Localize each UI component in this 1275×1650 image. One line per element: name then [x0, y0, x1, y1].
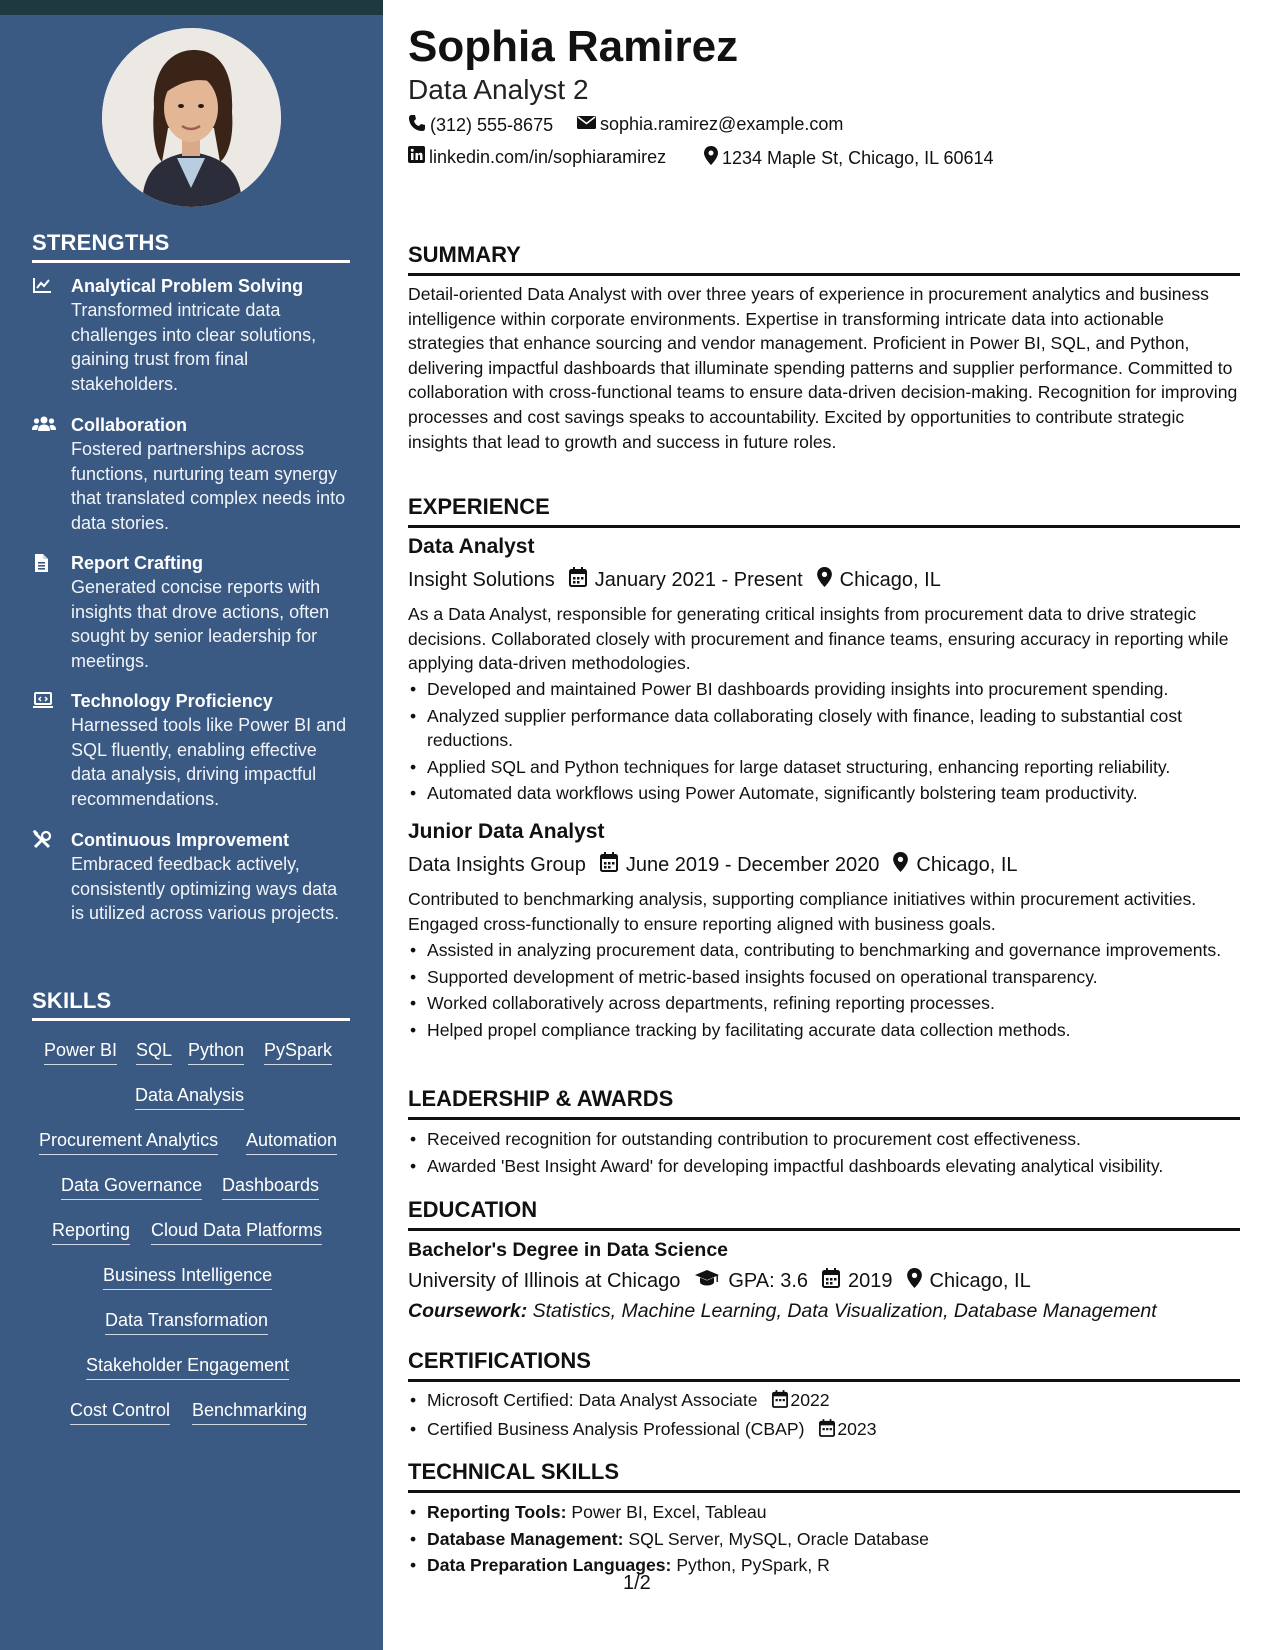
strength-title: Collaboration: [71, 415, 187, 435]
list-item: [408, 1553, 1240, 1578]
list-item: • Helped propel compliance tracking by facilitating accurate data collection methods.: [408, 1018, 1240, 1043]
calendar-icon: [819, 1419, 835, 1444]
skill-tag: Python: [188, 1040, 244, 1065]
list-item: [408, 1388, 1240, 1415]
map-marker-icon: [907, 1268, 930, 1294]
candidate-name: Sophia Ramirez: [408, 22, 739, 71]
skill-tag: SQL: [136, 1040, 172, 1065]
strength-desc: Harnessed tools like Power BI and SQL fluently, enabling effective data analysis, driving impactful recommendations.: [71, 715, 347, 809]
summary-text: Detail-oriented Data Analyst with over three years of experience in procurement analytics and business intelligence within corporate environments. Expertise in transforming intricate data into actionable strategies that enhance sourcing and vendor management. Proficient in Power BI, SQL, and Python, delivering impactful dashboards that illuminate spending patterns and supplier performance. Committed to collaboration with cross-functional teams to ensure data-driven decision-making. Recognition for improving processes and cost savings speaks to accountability. Excited by opportunities to contribute strategic insights that lead to growth and success in future roles.: [408, 284, 1238, 452]
job-dates: June 2019 - December 2020: [625, 853, 880, 876]
technical-skills-heading: TECHNICAL SKILLS: [408, 1459, 1240, 1493]
job-title: Data Analyst 2: [408, 74, 589, 105]
list-item: • Awarded 'Best Insight Award' for developing impactful dashboards elevating analytical visibility.: [408, 1154, 1240, 1179]
list-item: • Supported development of metric-based insights focused on operational transparency.: [408, 965, 1240, 990]
education-meta: [408, 1268, 1031, 1294]
skill-category: Database Management:: [427, 1528, 624, 1549]
strength-title: Analytical Problem Solving: [71, 276, 304, 296]
strength-title: Continuous Improvement: [71, 830, 290, 850]
strength-desc: Generated concise reports with insights that drove actions, often sought by senior leadership for meetings.: [71, 577, 330, 671]
strength-desc: Fostered partnerships across functions, nurturing team synergy that translated complex needs into data stories.: [71, 439, 346, 533]
cert-name: Certified Business Analysis Professional (CBAP): [427, 1418, 805, 1439]
email-contact[interactable]: [577, 114, 843, 135]
graduation-year: 2019: [848, 1269, 893, 1292]
job-location: Chicago, IL: [916, 853, 1018, 876]
skill-tag: Data Analysis: [135, 1085, 244, 1110]
skill-tag: Cloud Data Platforms: [151, 1220, 322, 1245]
cert-year: 2022: [790, 1390, 830, 1410]
sidebar-top-strip: [0, 0, 383, 15]
calendar-icon: [600, 852, 626, 878]
leadership-list: [408, 1127, 1240, 1180]
job-dates: January 2021 - Present: [594, 568, 803, 591]
skill-values: Power BI, Excel, Tableau: [571, 1502, 767, 1522]
chart-line-icon: [32, 276, 54, 296]
file-text-icon: [32, 553, 54, 573]
sidebar: [0, 0, 383, 1650]
users-icon: [32, 415, 54, 435]
list-item: • Assisted in analyzing procurement data, contributing to benchmarking and governance improvements.: [408, 938, 1240, 963]
address-contact: [704, 146, 994, 170]
job-1-bullets: [408, 677, 1240, 808]
list-item: • Received recognition for outstanding contribution to procurement cost effectiveness.: [408, 1127, 1240, 1152]
tools-icon: [32, 830, 54, 850]
school-name: University of Illinois at Chicago: [408, 1269, 681, 1292]
address-text: 1234 Maple St, Chicago, IL 60614: [722, 147, 994, 168]
strength-item: [32, 274, 352, 396]
list-item: [408, 1500, 1240, 1525]
strength-desc: Embraced feedback actively, consistently optimizing ways data is utilized across various projects.: [71, 854, 340, 923]
list-item: • Developed and maintained Power BI dashboards providing insights into procurement spending.: [408, 677, 1240, 702]
summary-heading: SUMMARY: [408, 242, 1240, 276]
strength-desc: Transformed intricate data challenges into clear solutions, gaining trust from final stakeholders.: [71, 300, 317, 394]
list-item: • Applied SQL and Python techniques for large dataset structuring, enhancing reporting reliability.: [408, 755, 1240, 780]
map-marker-icon: [704, 146, 718, 170]
experience-heading: EXPERIENCE: [408, 494, 1240, 528]
skill-tag: Stakeholder Engagement: [86, 1355, 289, 1380]
graduation-cap-icon: [694, 1269, 728, 1293]
coursework-list: Statistics, Machine Learning, Data Visualization, Database Management: [532, 1300, 1157, 1322]
skill-values: SQL Server, MySQL, Oracle Database: [628, 1528, 929, 1549]
calendar-icon: [772, 1390, 788, 1415]
coursework-label: Coursework:: [408, 1300, 528, 1322]
skills-heading: SKILLS: [32, 988, 350, 1021]
list-item: • Automated data workflows using Power Automate, significantly bolstering team productivity.: [408, 781, 1240, 806]
degree-title: Bachelor's Degree in Data Science: [408, 1239, 729, 1261]
company-name: Insight Solutions: [408, 568, 555, 591]
calendar-icon: [569, 567, 595, 593]
calendar-icon: [822, 1268, 848, 1294]
list-item: [408, 1417, 1240, 1444]
cert-name: Microsoft Certified: Data Analyst Associate: [427, 1390, 758, 1410]
certifications-list: [408, 1388, 1240, 1445]
job-location: Chicago, IL: [839, 568, 941, 591]
skill-category: Reporting Tools:: [427, 1502, 567, 1522]
skill-tag: Dashboards: [222, 1175, 319, 1200]
job-2-meta: [408, 852, 1018, 878]
linkedin-contact[interactable]: [408, 146, 666, 168]
linkedin-text[interactable]: linkedin.com/in/sophiaramirez: [429, 146, 667, 167]
skill-tag: Benchmarking: [192, 1400, 307, 1425]
skill-values: Python, PySpark, R: [676, 1555, 830, 1576]
strengths-heading: STRENGTHS: [32, 230, 350, 263]
gpa: GPA: 3.6: [728, 1269, 809, 1292]
skill-tag: PySpark: [264, 1040, 332, 1065]
profile-photo: [102, 28, 281, 207]
job-2-summary: Contributed to benchmarking analysis, supporting compliance initiatives within procurement activities. Engaged cross-functionally to ensure reporting aligned with business goals.: [408, 889, 1197, 934]
linkedin-icon: [408, 146, 425, 168]
phone-contact: [408, 114, 553, 137]
coursework: [408, 1300, 1157, 1323]
skill-tag: Business Intelligence: [103, 1265, 272, 1290]
company-name: Data Insights Group: [408, 853, 586, 876]
email-text[interactable]: sophia.ramirez@example.com: [600, 114, 844, 134]
skill-tag: Data Governance: [61, 1175, 202, 1200]
job-1-title: Data Analyst: [408, 535, 535, 558]
job-1-meta: [408, 567, 941, 593]
leadership-heading: LEADERSHIP & AWARDS: [408, 1086, 1240, 1120]
strength-item: [32, 551, 352, 673]
skill-tag: Reporting: [52, 1220, 130, 1245]
skill-tag: Data Transformation: [105, 1310, 268, 1335]
skill-tag: Automation: [246, 1130, 337, 1155]
list-item: • Worked collaboratively across departments, refining reporting processes.: [408, 991, 1240, 1016]
strength-item: [32, 689, 352, 811]
strength-title: Report Crafting: [71, 553, 203, 573]
cert-year: 2023: [837, 1418, 877, 1439]
skill-tag: Power BI: [44, 1040, 117, 1065]
education-heading: EDUCATION: [408, 1197, 1240, 1231]
job-2-title: Junior Data Analyst: [408, 820, 605, 843]
skill-tag: Procurement Analytics: [39, 1130, 218, 1155]
map-marker-icon: [893, 852, 916, 878]
list-item: [408, 1527, 1240, 1552]
strength-item: [32, 413, 352, 535]
page-number: 1/2: [623, 1572, 651, 1594]
school-location: Chicago, IL: [929, 1269, 1031, 1292]
certifications-heading: CERTIFICATIONS: [408, 1348, 1240, 1382]
technical-skills-list: [408, 1500, 1240, 1580]
job-1-summary: As a Data Analyst, responsible for generating critical insights from procurement data to drive strategic decisions. Collaborated closely with procurement and finance teams, ensuring accuracy in reporting while applying data-driven methodologies.: [408, 604, 1229, 674]
envelope-icon: [577, 114, 596, 135]
job-2-bullets: [408, 938, 1240, 1044]
list-item: • Analyzed supplier performance data collaborating closely with finance, leading to substantial cost reductions.: [408, 704, 1240, 753]
map-marker-icon: [817, 567, 840, 593]
strength-item: [32, 828, 352, 926]
laptop-code-icon: [32, 691, 54, 711]
skill-tag: Cost Control: [70, 1400, 170, 1425]
phone-icon: [408, 114, 426, 137]
strength-title: Technology Proficiency: [71, 691, 273, 711]
skill-category: Data Preparation Languages:: [427, 1555, 672, 1576]
phone-text: (312) 555-8675: [430, 115, 554, 135]
